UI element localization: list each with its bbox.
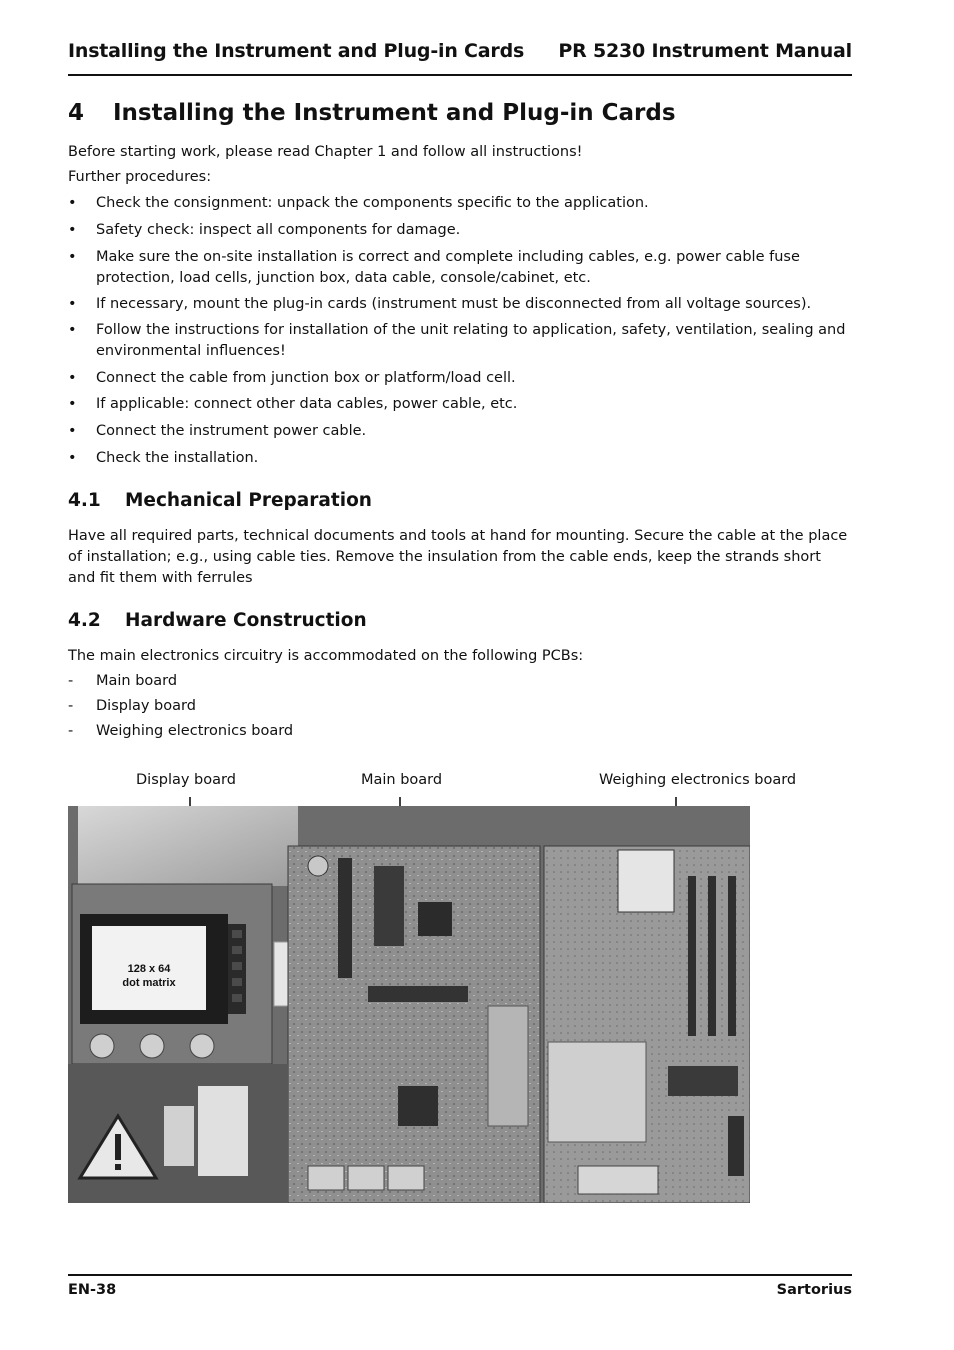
list-item-text: Connect the cable from junction box or platform/load cell.: [96, 370, 516, 386]
header-right-title: PR 5230 Instrument Manual: [558, 40, 852, 62]
section-heading-4-1: [68, 490, 372, 511]
bullet-mark: •: [68, 396, 77, 412]
intro-paragraph: Before starting work, please read Chapter 1 and follow all instructions!: [68, 144, 583, 160]
list-item-text: Connect the instrument power cable.: [96, 423, 367, 439]
section-heading-4-2: [68, 610, 367, 631]
lcd-text-line2: dot matrix: [122, 977, 176, 989]
dash-mark: -: [68, 698, 74, 714]
section-title: Mechanical Preparation: [125, 490, 372, 511]
bullet-mark: •: [68, 450, 77, 466]
caption-main-board: Main board: [361, 772, 443, 788]
chapter-heading: [68, 100, 676, 126]
pcb-photo: [68, 806, 750, 1203]
section-number: 4.1: [68, 490, 101, 511]
page-header: [68, 40, 852, 76]
list-item-text: Check the consignment: unpack the components specific to the application.: [96, 195, 649, 211]
list-item-text: Main board: [96, 673, 178, 689]
header-left-title: Installing the Instrument and Plug-in Cards: [68, 40, 525, 62]
list-item-text: Follow the instructions for installation of the unit relating to application, safety, ventilation, sealing and environmental influences!: [96, 322, 846, 359]
chapter-title: Installing the Instrument and Plug-in Cards: [113, 100, 676, 126]
dash-mark: -: [68, 673, 74, 689]
bullet-mark: •: [68, 296, 77, 312]
page-footer: [68, 1274, 852, 1298]
list-item-text: If applicable: connect other data cables, power cable, etc.: [96, 396, 518, 412]
bullet-mark: •: [68, 423, 77, 439]
list-item-text: Safety check: inspect all components for damage.: [96, 222, 461, 238]
chapter-number: 4: [68, 100, 85, 126]
caption-weighing-board: Weighing electronics board: [599, 772, 797, 788]
dash-mark: -: [68, 723, 74, 739]
mechanical-preparation-paragraph: Have all required parts, technical documents and tools at hand for mounting. Secure the cable at the place of installation; e.g., using cable ties. Remove the insulation from the cable ends, keep the strands short and fit them with ferrules: [68, 528, 848, 586]
hardware-paragraph: The main electronics circuitry is accommodated on the following PCBs:: [68, 648, 584, 664]
lcd-text-line1: 128 x 64: [127, 963, 171, 975]
section-title: Hardware Construction: [125, 610, 367, 631]
list-item-text: Make sure the on-site installation is correct and complete including cables, e.g. power cable fuse protection, load cells, junction box, data cable, console/cabinet, etc.: [96, 249, 800, 286]
bullet-mark: •: [68, 322, 77, 338]
list-item-text: If necessary, mount the plug-in cards (instrument must be disconnected from all voltage sources).: [96, 296, 812, 312]
list-item-text: Weighing electronics board: [96, 723, 294, 739]
section-number: 4.2: [68, 610, 101, 631]
bullet-mark: •: [68, 370, 77, 386]
bullet-mark: •: [68, 195, 77, 211]
further-procedures-label: Further procedures:: [68, 169, 212, 185]
bullet-mark: •: [68, 222, 77, 238]
page-number: EN-38: [68, 1282, 117, 1298]
list-item-text: Display board: [96, 698, 196, 714]
list-item-text: Check the installation.: [96, 450, 259, 466]
bullet-mark: •: [68, 249, 77, 265]
brand-name: Sartorius: [776, 1282, 852, 1298]
caption-display-board: Display board: [136, 772, 236, 788]
